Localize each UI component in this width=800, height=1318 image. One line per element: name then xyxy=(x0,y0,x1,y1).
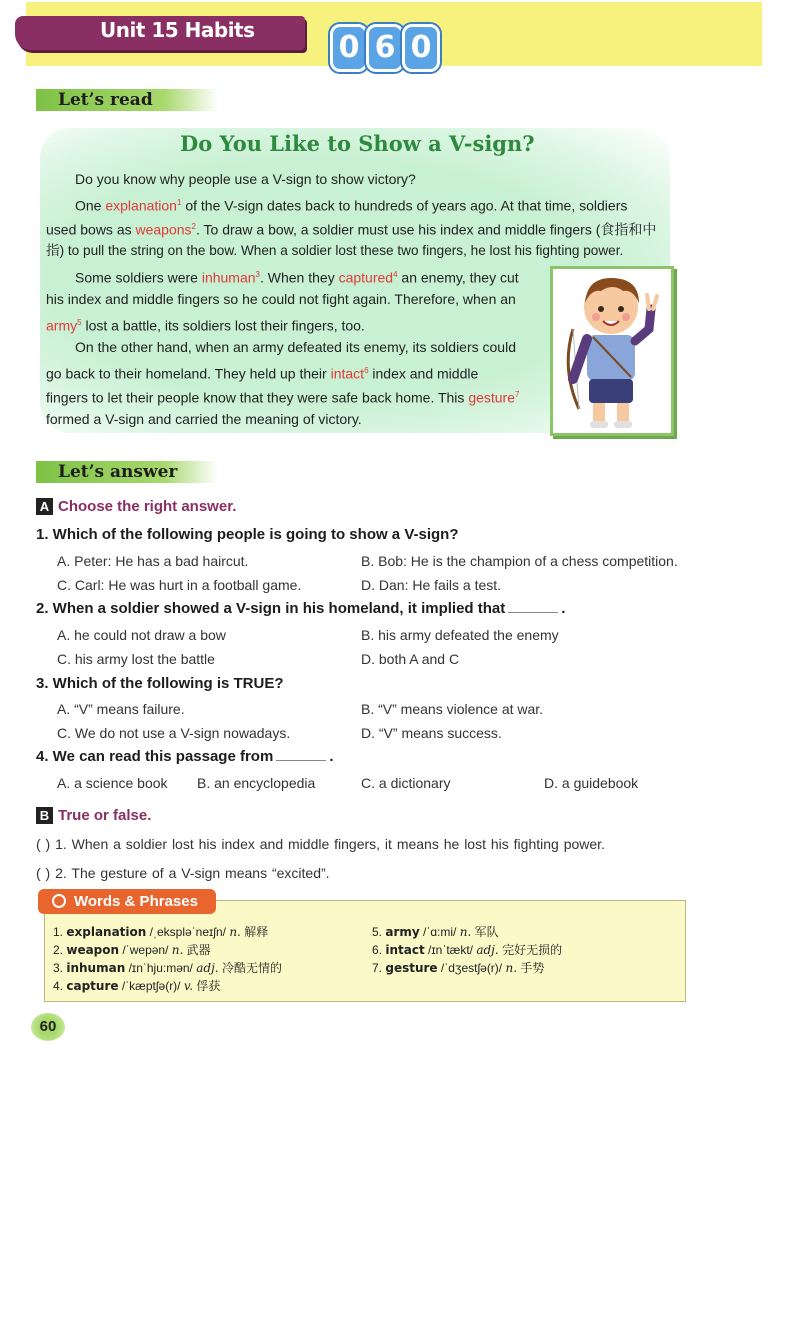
vocab-intact: intact xyxy=(330,365,365,382)
q3-option-d[interactable]: D. “V” means success. xyxy=(361,725,502,741)
q3-option-c[interactable]: C. We do not use a V-sign nowadays. xyxy=(57,725,291,741)
paragraph-1: Do you know why people use a V-sign to show victory? xyxy=(75,171,416,187)
paragraph-4-line-1: On the other hand, when an army defeated its enemy, its soldiers could xyxy=(75,339,516,355)
lesson-number-digit: 6 xyxy=(366,24,404,72)
page-number: 60 xyxy=(31,1013,65,1041)
boy-illustration-frame xyxy=(550,266,674,436)
paragraph-4-line-4: formed a V-sign and carried the meaning of victory. xyxy=(46,411,362,427)
word-entry-explanation: 1. explanation /ˌekspləˈneɪʃn/ n. 解释 xyxy=(53,925,269,939)
paragraph-3-line-2: his index and middle fingers so he could not fight again. Therefore, when an xyxy=(46,291,516,307)
paragraph-2-line-1: One explanation$^1$ of the V-sign dates back to hundreds of years ago. At that time, soldiers xyxy=(75,197,628,214)
paragraph-3-line-3: army$^5$ lost a battle, its soldiers lost their fingers, too. xyxy=(46,317,365,334)
question-2: 2. When a soldier showed a V-sign in his homeland, it implied that . xyxy=(36,600,566,617)
vocab-captured: captured xyxy=(338,269,394,286)
q1-option-c[interactable]: C. Carl: He was hurt in a football game. xyxy=(57,577,302,593)
section-tag-read: Let’s read xyxy=(36,89,218,111)
true-false-item-1[interactable]: ( ) 1. When a soldier lost his index and middle fingers, it means he lost his fighting power. xyxy=(36,836,605,852)
part-b-badge: B xyxy=(36,807,53,824)
story-title: Do You Like to Show a V-sign? xyxy=(180,131,535,156)
paragraph-4-line-2: go back to their homeland. They held up their intact$^6$ index and middle xyxy=(46,365,479,382)
vocab-gesture: gesture xyxy=(468,389,516,406)
q3-option-b[interactable]: B. “V” means violence at war. xyxy=(361,701,544,717)
word-entry-gesture: 7. gesture /ˈdʒestʃə(r)/ n. 手势 xyxy=(372,961,545,975)
true-false-item-2[interactable]: ( ) 2. The gesture of a V-sign means “excited”. xyxy=(36,865,330,881)
words-phrases-tab: Words & Phrases xyxy=(38,889,216,914)
question-4: 4. We can read this passage from . xyxy=(36,748,334,765)
vocab-weapons: weapons xyxy=(135,221,192,238)
q2-option-a[interactable]: A. he could not draw a bow xyxy=(57,627,226,643)
q4-option-b[interactable]: B. an encyclopedia xyxy=(197,775,316,791)
question-1: 1. Which of the following people is going to show a V-sign? xyxy=(36,526,459,543)
part-a-heading: A Choose the right answer. xyxy=(36,498,236,515)
question-3: 3. Which of the following is TRUE? xyxy=(36,675,284,692)
q2-option-b[interactable]: B. his army defeated the enemy xyxy=(361,627,559,643)
vocab-inhuman: inhuman xyxy=(201,269,256,286)
q4-option-a[interactable]: A. a science book xyxy=(57,775,168,791)
q2-option-d[interactable]: D. both A and C xyxy=(361,651,460,667)
paragraph-2-line-2: used bows as weapons$^2$. To draw a bow, a soldier must use his index and middle fingers (食指和中 xyxy=(46,221,657,238)
paragraph-4-line-3: fingers to let their people know that they were safe back home. This gesture$^7$ xyxy=(46,389,520,406)
target-icon xyxy=(52,894,66,908)
answer-blank[interactable] xyxy=(508,612,558,613)
q1-option-d[interactable]: D. Dan: He fails a test. xyxy=(361,577,502,593)
paragraph-2-line-3: 指) to pull the string on the bow. When a soldier lost these two fingers, he lost his fighting power. xyxy=(46,243,624,258)
word-entry-inhuman: 3. inhuman /ɪnˈhju:mən/ adj. 冷酷无情的 xyxy=(53,961,282,975)
unit-title: Unit 15 Habits xyxy=(100,18,255,42)
word-entry-capture: 4. capture /ˈkæptʃə(r)/ v. 俘获 xyxy=(53,979,221,993)
answer-blank[interactable] xyxy=(276,760,326,761)
word-entry-army: 5. army /ˈɑ:mi/ n. 军队 xyxy=(372,925,499,939)
lesson-number-digit: 0 xyxy=(330,24,368,72)
q4-option-c[interactable]: C. a dictionary xyxy=(361,775,451,791)
lesson-number-digit: 0 xyxy=(402,24,440,72)
vocab-army: army xyxy=(46,317,78,334)
part-b-heading: B True or false. xyxy=(36,807,151,824)
q4-option-d[interactable]: D. a guidebook xyxy=(544,775,639,791)
q2-option-c[interactable]: C. his army lost the battle xyxy=(57,651,215,667)
paragraph-3-line-1: Some soldiers were inhuman$^3$. When they captured$^4$ an enemy, they cut xyxy=(75,269,519,286)
section-tag-answer: Let’s answer xyxy=(36,461,218,483)
q1-option-b[interactable]: B. Bob: He is the champion of a chess competition. xyxy=(361,553,678,569)
word-entry-weapon: 2. weapon /ˈwepən/ n. 武器 xyxy=(53,943,211,957)
part-a-badge: A xyxy=(36,498,53,515)
vocab-explanation: explanation xyxy=(105,197,177,214)
boy-v-sign-illustration xyxy=(553,269,671,433)
q1-option-a[interactable]: A. Peter: He has a bad haircut. xyxy=(57,553,249,569)
word-entry-intact: 6. intact /ɪnˈtækt/ adj. 完好无损的 xyxy=(372,943,563,957)
q3-option-a[interactable]: A. “V” means failure. xyxy=(57,701,185,717)
